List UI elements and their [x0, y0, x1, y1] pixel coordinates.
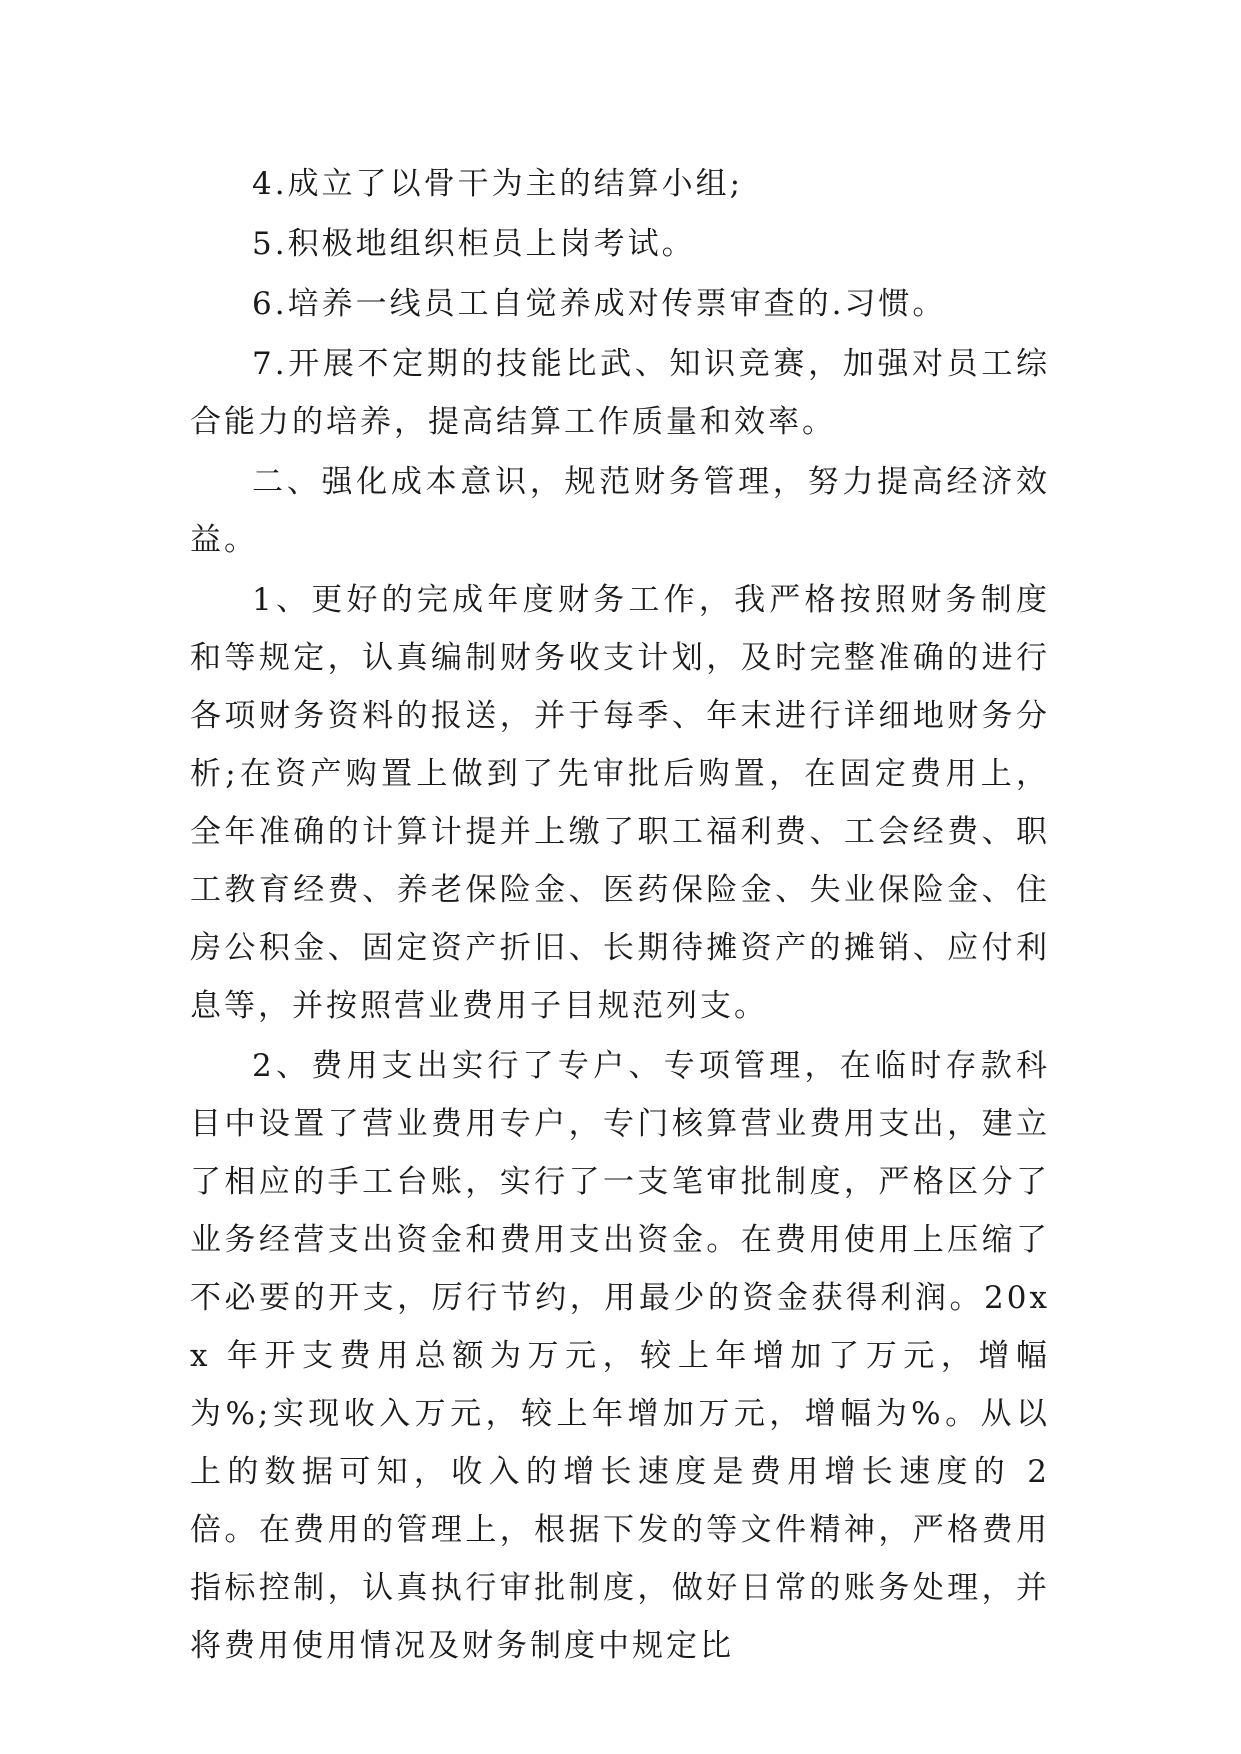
section-heading-2: 二、强化成本意识，规范财务管理，努力提高经济效益。: [190, 464, 1050, 558]
document-body: [190, 155, 1050, 1675]
paragraph-item-6: 6.培养一线员工自觉养成对传票审查的.习惯。: [252, 286, 947, 322]
paragraph-item-5: 5.积极地组织柜员上岗考试。: [252, 226, 696, 262]
paragraph-item-4: 4.成立了以骨干为主的结算小组;: [252, 166, 744, 202]
paragraph-item-7: 7.开展不定期的技能比武、知识竞赛，加强对员工综合能力的培养，提高结算工作质量和效率。: [190, 346, 1050, 440]
paragraph-section2-item-1: 1、更好的完成年度财务工作，我严格按照财务制度和等规定，认真编制财务收支计划，及时完整准确的进行各项财务资料的报送，并于每季、年末进行详细地财务分析;在资产购置上做到了先审批后购置，在固定费用上，全年准确的计算计提并上缴了职工福利费、工会经费、职工教育经费、养老保险金、医药保险金、失业保险金、住房公积金、固定资产折旧、长期待摊资产的摊销、应付利息等，并按照营业费用子目规范列支。: [190, 582, 1050, 1024]
paragraph-section2-item-2: 2、费用支出实行了专户、专项管理，在临时存款科目中设置了营业费用专户，专门核算营业费用支出，建立了相应的手工台账，实行了一支笔审批制度，严格区分了业务经营支出资金和费用支出资金。在费用使用上压缩了不必要的开支，厉行节约，用最少的资金获得利润。20xx 年开支费用总额为万元，较上年增加了万元，增幅为%;实现收入万元，较上年增加万元，增幅为%。从以上的数据可知，收入的增长速度是费用增长速度的 2 倍。在费用的管理上，根据下发的等文件精神，严格费用指标控制，认真执行审批制度，做好日常的账务处理，并将费用使用情况及财务制度中规定比: [190, 1048, 1050, 1664]
